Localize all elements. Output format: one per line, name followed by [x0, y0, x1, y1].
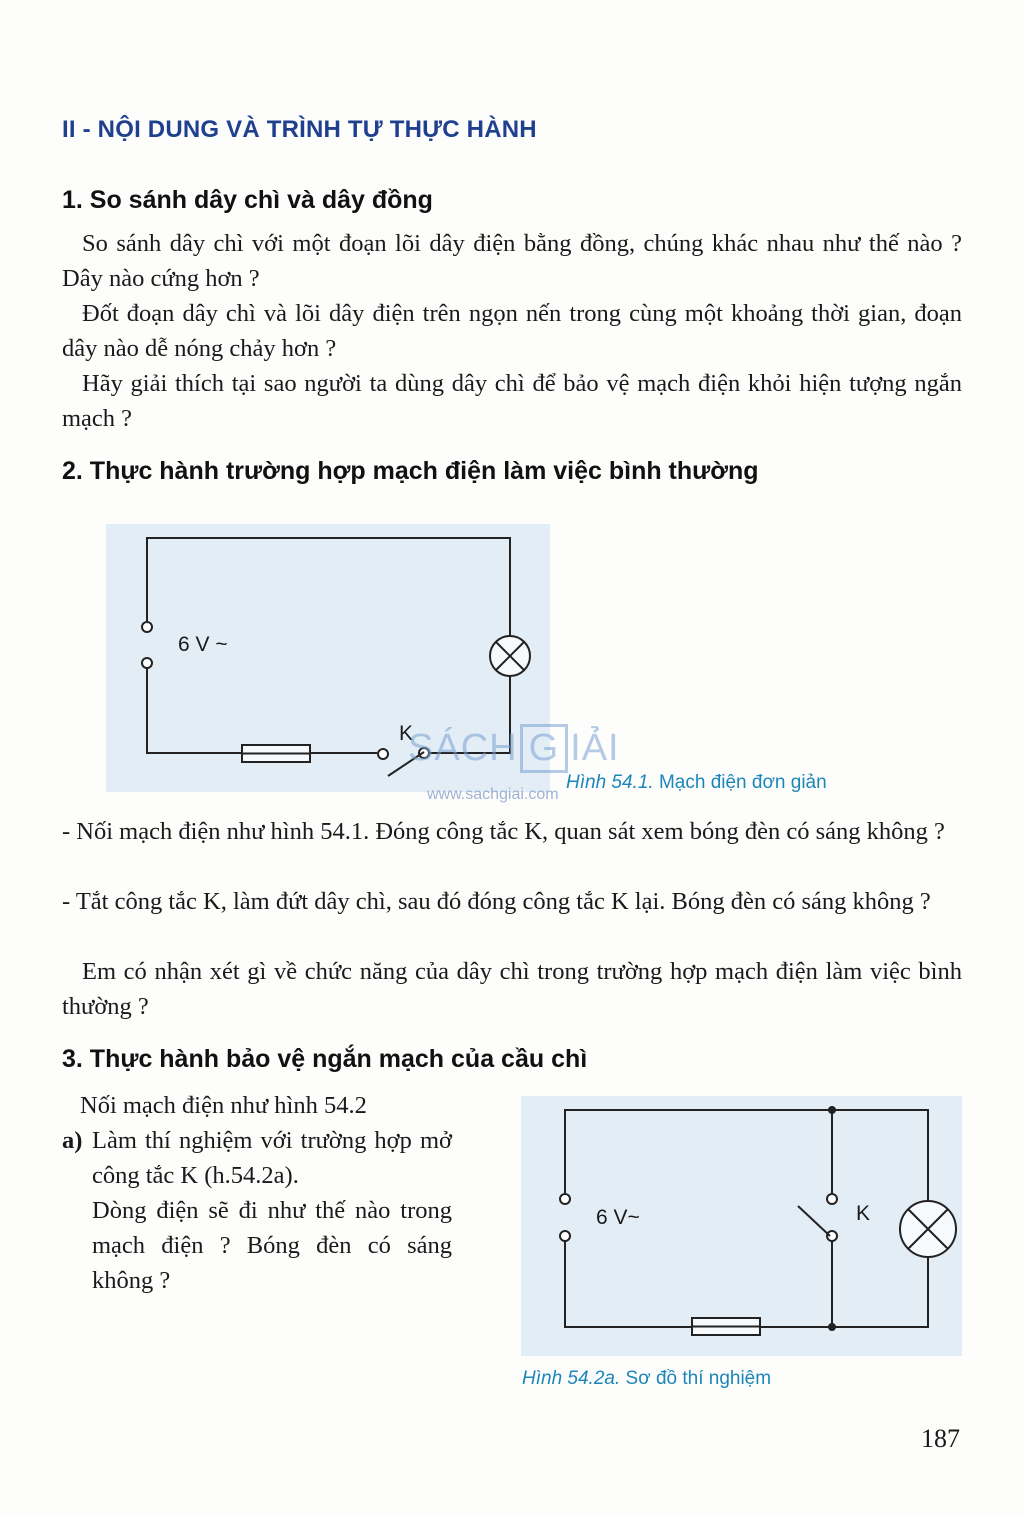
fig1-source-label: 6 V ~: [178, 633, 228, 656]
fig2-terminal-bottom: [560, 1231, 570, 1241]
watermark-brand-left: SÁCH: [408, 727, 518, 769]
section-1-heading: 1. So sánh dây chì và dây đồng: [62, 186, 433, 214]
section-2-bullet-2: - Tắt công tắc K, làm đứt dây chì, sau đó đóng công tắc K lại. Bóng đèn có sáng không ?: [62, 888, 931, 915]
fig2-switch-contact-bottom: [827, 1231, 837, 1241]
fig2-source-label: 6 V~: [596, 1206, 640, 1229]
item-a-label: a): [62, 1127, 83, 1154]
section-1-paragraph-2: Đốt đoạn dây chì và lõi dây điện trên ngọn nến trong cùng một khoảng thời gian, đoạn dây nào dễ nóng chảy hơn ?: [62, 300, 962, 362]
fig2-wire-top: [565, 1110, 928, 1208]
item-a-question: Dòng điện sẽ đi như thế nào trong mạch điện ? Bóng đèn có sáng không ?: [92, 1197, 452, 1294]
fig2-wire-bottom-left: [565, 1241, 692, 1327]
section-3-intro: Nối mạch điện như hình 54.2: [80, 1092, 367, 1119]
section-1-paragraph-1: So sánh dây chì với một đoạn lõi dây điện bằng đồng, chúng khác nhau như thế nào ? Dây nào cứng hơn ?: [62, 230, 962, 292]
section-2-closing: Em có nhận xét gì về chức năng của dây chì trong trường hợp mạch điện làm việc bình thường ?: [62, 958, 962, 1020]
section-2-bullet-1: - Nối mạch điện như hình 54.1. Đóng công tắc K, quan sát xem bóng đèn có sáng không ?: [62, 818, 945, 845]
watermark-url: www.sachgiai.com: [427, 786, 559, 803]
page-number: 187: [921, 1424, 960, 1453]
section-title: II - NỘI DUNG VÀ TRÌNH TỰ THỰC HÀNH: [62, 116, 537, 143]
fig2-terminal-top: [560, 1194, 570, 1204]
fig2-caption-text: Sơ đồ thí nghiệm: [620, 1368, 772, 1389]
fig1-caption-text: Mạch điện đơn giản: [653, 772, 827, 793]
section-2-heading: 2. Thực hành trường hợp mạch điện làm việc bình thường: [62, 457, 759, 485]
fig2-switch-lever: [798, 1206, 830, 1236]
fig1-caption-number: Hình 54.1.: [566, 772, 654, 793]
figure-54-2a-caption: [522, 1368, 771, 1390]
item-a-text: Làm thí nghiệm với trường hợp mở công tắc K (h.54.2a).: [92, 1127, 452, 1189]
section-3-heading: 3. Thực hành bảo vệ ngắn mạch của cầu chì: [62, 1045, 588, 1073]
fig2-junction-bottom: [828, 1323, 836, 1331]
fig1-switch-label: K: [399, 722, 414, 745]
fig2-caption-number: Hình 54.2a.: [522, 1368, 621, 1389]
fig2-switch-label: K: [856, 1202, 871, 1225]
watermark-brand-g: G: [520, 724, 569, 773]
fig2-wire-right: [832, 1257, 928, 1327]
watermark-brand-right: IẢI: [570, 727, 620, 769]
section-1-paragraph-3: Hãy giải thích tại sao người ta dùng dây chì để bảo vệ mạch điện khỏi hiện tượng ngắn mạch ?: [62, 370, 962, 432]
fig2-junction-top: [828, 1106, 836, 1114]
fig2-switch-contact-top: [827, 1194, 837, 1204]
